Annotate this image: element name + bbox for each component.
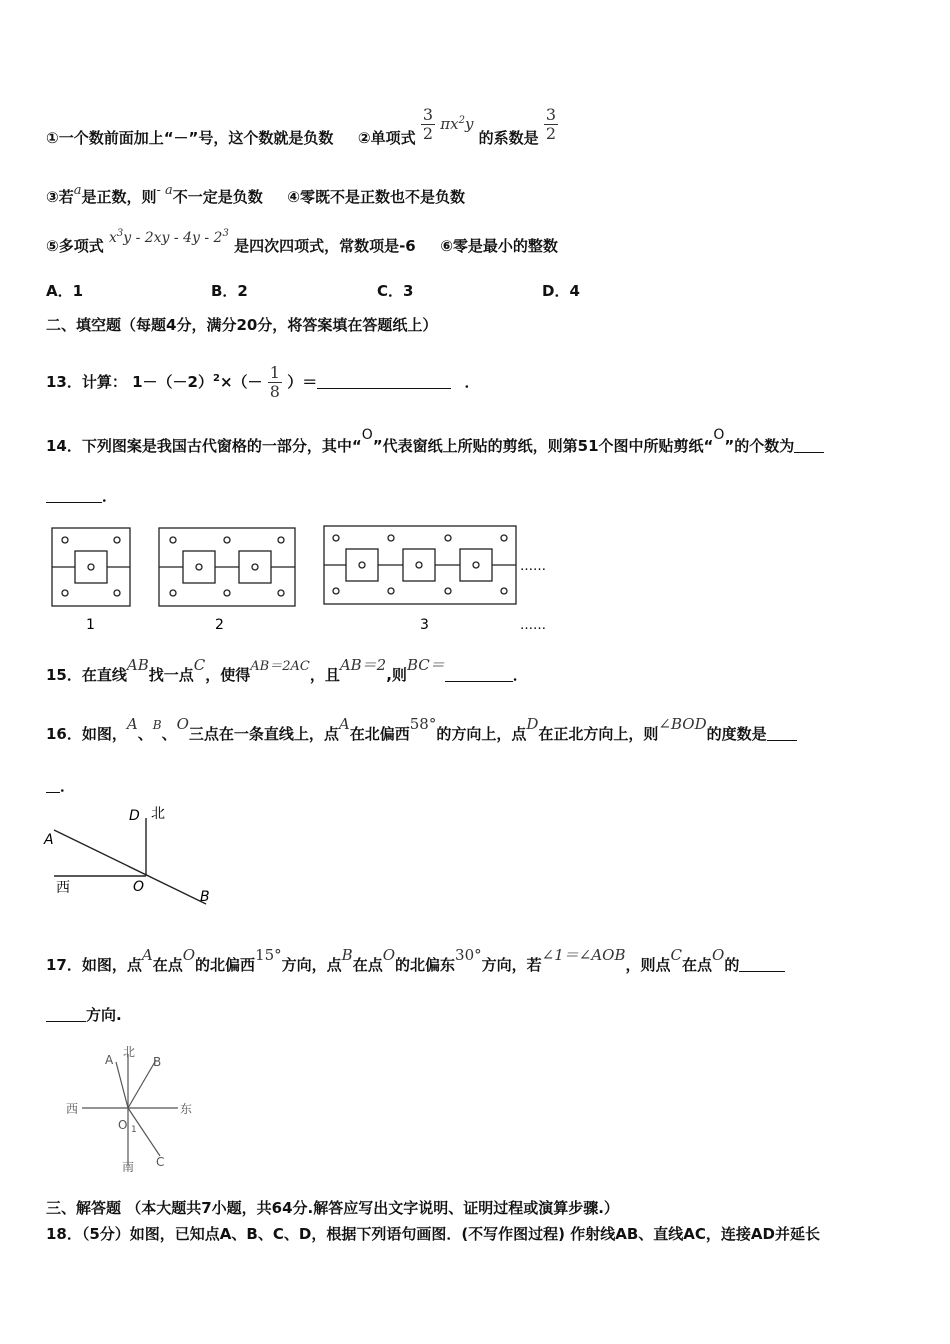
q16-text-4: 的方向上，点 [436, 725, 527, 743]
q17-text-6: 的北偏东 [395, 956, 456, 974]
q17-compass-diagram [60, 1038, 210, 1178]
q16-text-6: 的度数是 [706, 725, 767, 743]
q17-text-8: ，则点 [625, 956, 671, 974]
q17-continued [46, 1005, 122, 1025]
fig1-label: 1 [86, 617, 95, 633]
q17-point-b: B [341, 946, 353, 964]
q17 [46, 946, 785, 975]
q12-row1 [46, 105, 558, 157]
q16-text-2: 三点在一条直线上，点 [188, 725, 339, 743]
q16-text-3: 在北偏西 [349, 725, 410, 743]
q17-answer-blank-part1[interactable] [739, 957, 785, 972]
q13-exponent: 2 [212, 373, 220, 384]
fig2-label: 2 [215, 617, 224, 633]
q17-text-10: 的 [724, 956, 740, 974]
q13-fraction: $\frac{1}{8}$ [269, 363, 280, 401]
q17-point-o: O [182, 946, 196, 964]
label-c: C [156, 1155, 165, 1169]
label-o: O [133, 879, 145, 895]
label-b: B [200, 889, 210, 905]
q17-equation: ∠1＝∠AOB [541, 946, 626, 964]
section-2-heading: 二、填空题（每题4分，满分20分，将答案填在答题纸上） [46, 316, 438, 334]
ray-ob [128, 1060, 156, 1108]
q16-angle-bod: ∠BOD [658, 715, 707, 733]
q16-direction-diagram [40, 800, 220, 910]
var-a: a [73, 183, 82, 198]
q12-statement-3-end: 不一定是负数 [172, 188, 263, 206]
q17-point-o-2: O [382, 946, 396, 964]
monomial-expression: $\pi x^2y$ [440, 115, 474, 133]
q17-angle-15: 15° [255, 946, 282, 964]
q15-text-1: 15．在直线 [46, 666, 127, 684]
q16-text-5: 在正北方向上，则 [538, 725, 659, 743]
label-north: 北 [123, 1045, 136, 1059]
q12-statement-6: ⑥零是最小的整数 [440, 237, 558, 255]
q16-sep-2: 、 [161, 725, 177, 743]
q14-continued [46, 486, 117, 506]
q12-row3 [46, 228, 558, 257]
q17-text-5: 在点 [352, 956, 383, 974]
monomial-coefficient-fraction: $\frac{3}{2}$ [422, 105, 434, 143]
label-b: B [153, 1055, 162, 1069]
label-o: O [118, 1118, 128, 1132]
option-a: A．1 [46, 282, 84, 300]
q15-answer-blank[interactable] [445, 667, 513, 682]
option-b: B．2 [211, 282, 248, 300]
q17-text-1: 17．如图，点 [46, 956, 142, 974]
option-d: D．4 [542, 282, 580, 300]
q15-point-c: C [193, 656, 206, 674]
label-a: A [44, 832, 54, 848]
q15-line-ab: AB [126, 656, 149, 674]
line-ab [54, 830, 206, 904]
q16-point-d: D [526, 715, 539, 733]
label-north: 北 [151, 806, 165, 822]
claimed-coefficient-fraction: $\frac{3}{2}$ [545, 105, 557, 143]
q14-answer-blank-part1[interactable] [794, 438, 824, 453]
q15-text-2: 找一点 [148, 666, 194, 684]
q15-text-4: ，且 [309, 666, 340, 684]
fig1-square [75, 551, 107, 583]
q17-text-2: 在点 [152, 956, 183, 974]
q16 [46, 715, 797, 745]
q14-end: ． [102, 487, 118, 505]
q16-continued [46, 776, 75, 796]
q15-text-5: ,则 [386, 666, 407, 684]
q16-point-a-2: A [338, 715, 350, 733]
q16-answer-blank-part2[interactable] [46, 778, 60, 793]
q15-equation-3: BC＝ [406, 656, 445, 674]
label-west: 西 [56, 880, 70, 896]
circle-symbol-2: O [713, 427, 725, 443]
q16-sep-1: 、 [137, 725, 153, 743]
q12-statement-3-label: ③若 [46, 188, 74, 206]
q16-answer-blank-part1[interactable] [767, 726, 797, 741]
q17-text-4: 方向，点 [281, 956, 342, 974]
label-d: D [129, 808, 140, 824]
q16-text-1: 16．如图， [46, 725, 127, 743]
q14-text-3: ”的个数为 [724, 437, 795, 455]
q13-label: 13．计算： [46, 373, 127, 391]
fig-continuation-dots-top: …… [520, 559, 546, 574]
q13 [46, 364, 479, 401]
label-a: A [105, 1053, 114, 1067]
q14-text-1: 14．下列图案是我国古代窗格的一部分，其中“ [46, 437, 362, 455]
fig3-label: 3 [420, 617, 429, 633]
q12-statement-5-label: ⑤多项式 [46, 237, 104, 255]
q14-text-2: ”代表窗纸上所贴的剪纸，则第51个图中所贴剪纸“ [372, 437, 714, 455]
label-angle-1: 1 [131, 1125, 137, 1135]
q12-statement-3-text: 是正数，则 [81, 188, 157, 206]
q12-statement-4: ④零既不是正数也不是负数 [287, 188, 465, 206]
q13-expr-3: ）＝ [287, 373, 318, 391]
q14-answer-blank-part2[interactable] [46, 488, 102, 503]
q16-point-a: A [126, 715, 138, 733]
q17-text-7: 方向，若 [481, 956, 542, 974]
q16-point-b: B [152, 718, 162, 732]
q16-point-o: O [176, 715, 189, 733]
q17-angle-30: 30° [455, 946, 482, 964]
circle-symbol-1: O [361, 427, 373, 443]
q12-statement-2-label: ②单项式 [357, 129, 416, 147]
q18: 18．（5分）如图，已知点A、B、C、D，根据下列语句画图．(不写作图过程) 作射线AB、直线AC，连接AD并延长 [46, 1225, 820, 1243]
q17-point-c: C [670, 946, 682, 964]
q12-row2 [46, 183, 465, 209]
section-3-heading: 三、解答题 （本大题共7小题，共64分.解答应写出文字说明、证明过程或演算步骤.） [46, 1199, 619, 1217]
polynomial-expression: $x^3y - 2xy - 4y - 2^3$ [108, 228, 229, 246]
q17-answer-blank-part2[interactable] [46, 1007, 86, 1022]
q16-end: ． [60, 777, 76, 795]
ray-oa [116, 1062, 128, 1108]
q17-point-o-3: O [712, 946, 725, 964]
window-lattice-figures [46, 518, 606, 638]
option-c: C．3 [377, 282, 414, 300]
q17-point-a: A [141, 946, 153, 964]
fig-continuation-dots-bottom: …… [520, 618, 546, 633]
var-neg-a: - a [156, 183, 173, 198]
q15-equation-2: AB＝2 [339, 656, 387, 674]
label-east: 东 [180, 1102, 193, 1116]
q13-expr-1: 1－（－2） [132, 373, 213, 391]
label-south: 南 [122, 1160, 135, 1174]
q17-end: 方向. [86, 1006, 122, 1024]
q15-text-3: ，使得 [205, 666, 251, 684]
q12-statement-1: ①一个数前面加上“－”号，这个数就是负数 [46, 129, 334, 147]
q15-end: ． [512, 666, 528, 684]
q13-end: ． [464, 373, 480, 391]
q14 [46, 427, 824, 457]
label-west: 西 [66, 1102, 79, 1116]
q15 [46, 656, 528, 687]
q17-text-3: 的北偏西 [195, 956, 256, 974]
q12-statement-2-text: 的系数是 [478, 129, 539, 147]
q17-text-9: 在点 [682, 956, 713, 974]
q12-statement-5-text: 是四次四项式，常数项是-6 [234, 237, 416, 255]
q13-answer-blank[interactable] [317, 374, 451, 389]
q13-expr-2: ×（－ [219, 373, 263, 391]
q16-angle-58: 58° [409, 715, 437, 733]
q15-equation-1: AB＝2AC [250, 659, 310, 674]
